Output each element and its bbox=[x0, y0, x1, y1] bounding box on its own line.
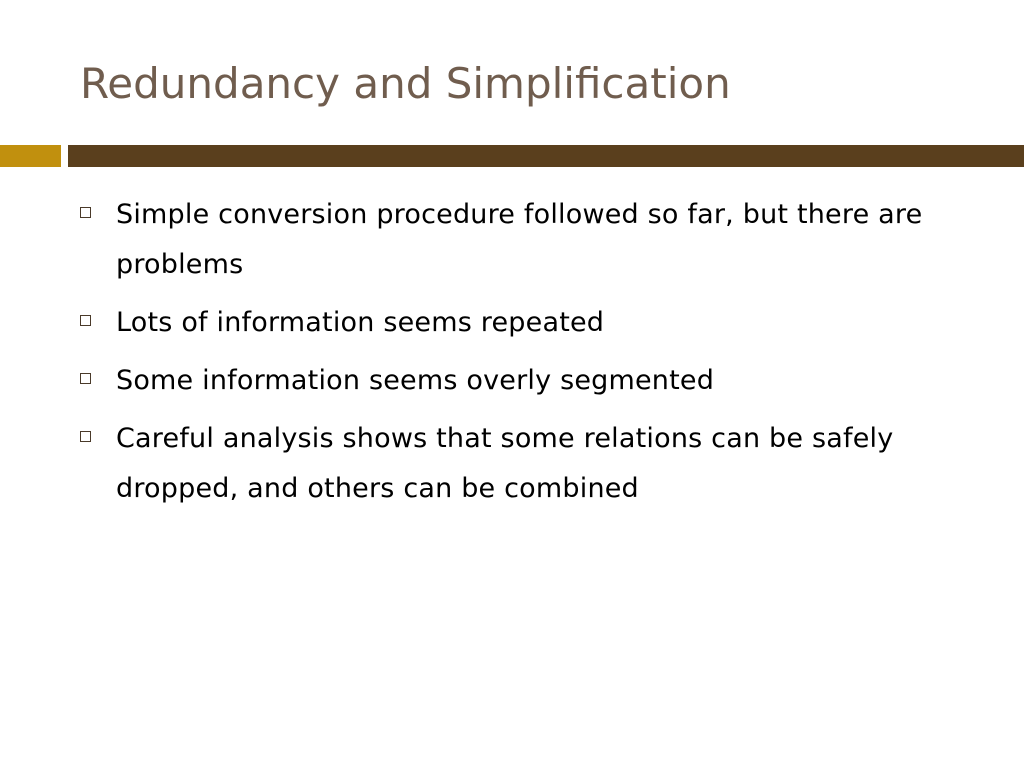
bullet-text: Careful analysis shows that some relations can be safely dropped, and others can be combined bbox=[116, 423, 894, 504]
bullet-item bbox=[80, 414, 980, 514]
bullet-text: Simple conversion procedure followed so far, but there are problems bbox=[116, 199, 923, 280]
square-bullet-icon bbox=[80, 315, 91, 326]
title-divider-bar bbox=[68, 145, 1024, 167]
slide-title: Redundancy and Simplification bbox=[80, 59, 731, 108]
title-divider-accent bbox=[0, 145, 61, 167]
bullet-item bbox=[80, 190, 980, 290]
bullet-list bbox=[80, 190, 980, 522]
bullet-text: Lots of information seems repeated bbox=[116, 307, 605, 338]
square-bullet-icon bbox=[80, 207, 91, 218]
bullet-item bbox=[80, 356, 980, 406]
square-bullet-icon bbox=[80, 373, 91, 384]
bullet-text: Some information seems overly segmented bbox=[116, 365, 715, 396]
square-bullet-icon bbox=[80, 431, 91, 442]
bullet-item bbox=[80, 298, 980, 348]
